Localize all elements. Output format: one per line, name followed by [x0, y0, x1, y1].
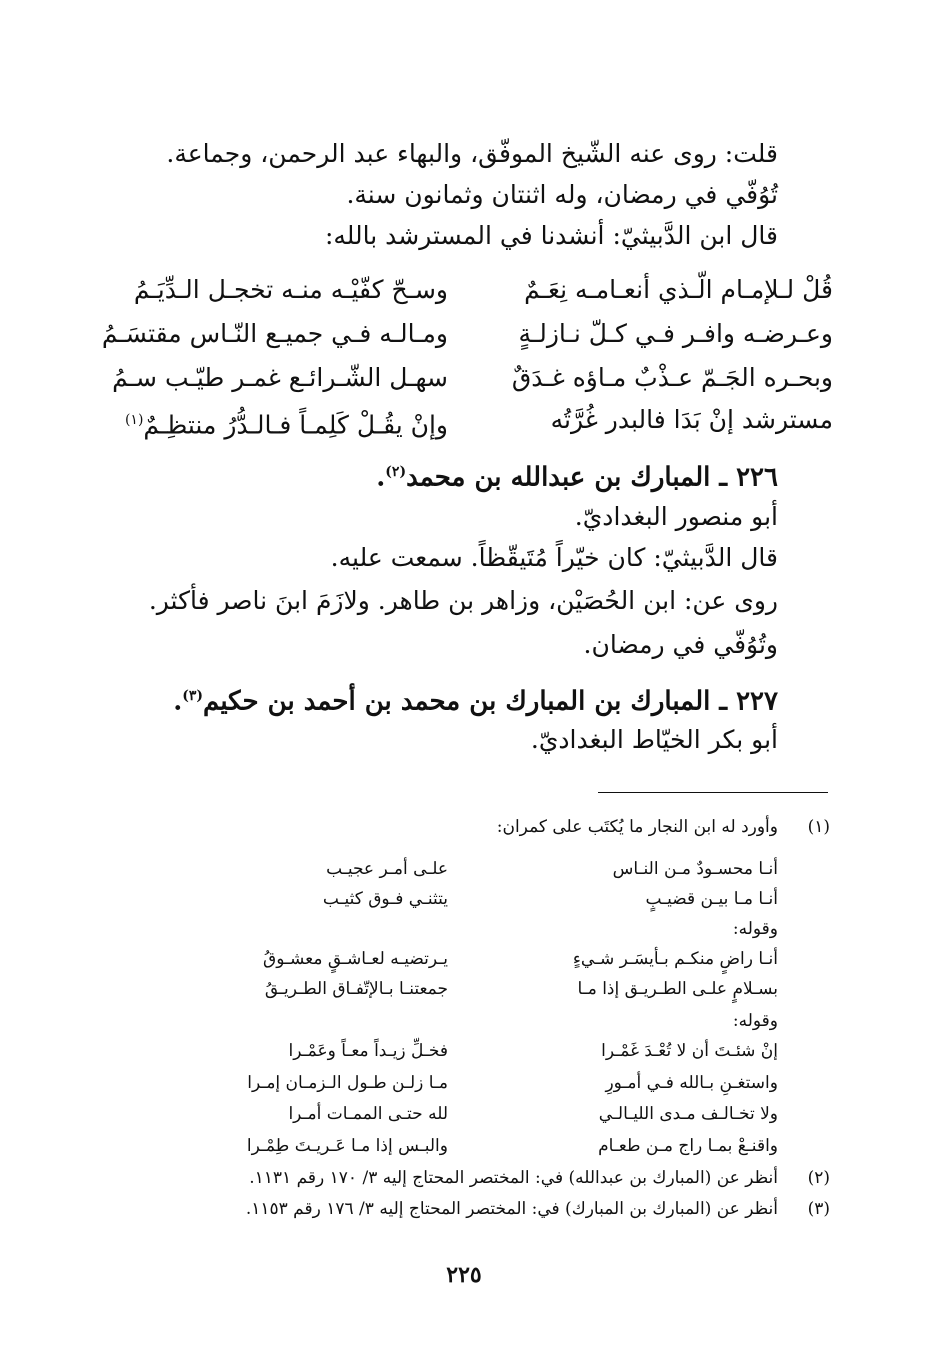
footnote-2-number: (٢): [807, 1168, 830, 1188]
entry-227-heading: ٢٢٧ ـ المبارك بن المبارك بن محمد بن أحمد بن حكيم$^{(٣)}$.: [173, 686, 778, 717]
entry-226-line-3: روى عن: ابن الحُصَيْن، وزاهر بن طاهر. ولازَمَ ابنَ ناصر فأكثر.: [148, 586, 778, 615]
entry-226-line-2: قال الدَّبيثيّ: كان خيّراً مُتَيقّظاً. سمعت عليه.: [330, 543, 778, 572]
fn1-poem-c-4-first: واقنـعْ بمـا راج مـن طعـام: [598, 1136, 778, 1156]
fn1-poem-b-2-second: جمعتنـا بـالإتّفـاق الطـريـقُ: [264, 979, 448, 999]
entry-226-line-4: وتُوُفّي في رمضان.: [583, 630, 778, 659]
fn1-poem-a-2-second: يتثنـي فـوق كثيـب: [322, 889, 448, 909]
footnote-mark-2: (٢): [385, 464, 407, 480]
fn1-label-c: وقوله:: [732, 1011, 778, 1031]
poem-verse-4-first: مسترشد إنْ بَدَا فالبدر غُرَّتُه: [550, 405, 833, 434]
footnote-1-number: (١): [807, 817, 830, 837]
fn1-poem-b-2-first: بسـلامٍ علـى الطـريـق إذا مـا: [577, 979, 778, 999]
footnote-3-number: (٣): [807, 1199, 830, 1219]
intro-line-3: قال ابن الدَّبيثيّ: أنشدنا في المسترشد بالله:: [324, 221, 778, 250]
poem-verse-1-second: وسـحّ كفّيْـه منـه تخجـل الـدِّيَـمُ: [133, 275, 448, 304]
poem-verse-3-second: سهـل الشّـرائـع غمـر طيّـب سـمُ: [112, 363, 448, 392]
entry-226-line-1: أبو منصور البغداديّ.: [574, 502, 778, 531]
fn1-poem-c-1-second: فخـلِّ زيـداً معـاً وعَمْـرا: [288, 1041, 448, 1061]
fn1-poem-c-3-first: ولا تخـالـف مـدى الليـالـي: [598, 1104, 778, 1124]
footnote-separator: [598, 792, 828, 793]
poem-verse-2-first: وعـرضـه وافـر فـي كـلّ نـازلـةٍ: [518, 319, 833, 348]
fn1-poem-a-2-first: أنـا مـا بيـن قضيـبٍ: [645, 889, 778, 909]
fn1-poem-b-1-first: أنـا راضٍ منكـم بـأيسَـر شـيءٍ: [572, 949, 778, 969]
poem-verse-3-first: وبحـره الجَـمّ عـذْبٌ مـاؤه غـدَقٌ: [511, 363, 833, 392]
poem-verse-4-second-text: وإنْ يقُـلْ كَلِمـاً فـالـدُّرُ منتظِـمٌ: [143, 410, 448, 440]
entry-227-heading-text: ٢٢٧ ـ المبارك بن المبارك بن محمد بن أحمد بن حكيم: [203, 686, 778, 717]
entry-226-heading-text: ٢٢٦ ـ المبارك بن عبدالله بن محمد: [406, 462, 778, 493]
footnote-1-intro: وأورد له ابن النجار ما يُكتَب على كمران:: [496, 817, 778, 837]
fn1-label-b: وقوله:: [732, 919, 778, 939]
entry-227-line-1: أبو بكر الخيّاط البغداديّ.: [530, 725, 778, 754]
poem-verse-1-first: قُلْ لـلإمـام الّـذي أنعـامـه نِعَـمٌ: [524, 275, 833, 304]
footnote-mark-1: (١): [124, 412, 144, 428]
fn1-poem-c-2-first: واستغـنِ بـالله فـي أمـورِ: [605, 1073, 778, 1093]
entry-226-heading: ٢٢٦ ـ المبارك بن عبدالله بن محمد$^{(٢)}$.: [376, 462, 778, 493]
fn1-poem-c-2-second: مـا زلـن طـول الـزمـان إمـرا: [247, 1073, 448, 1093]
footnote-3-text: أنظر عن (المبارك بن المبارك) في: المختصر المحتاج إليه ٣/ ١٧٦ رقم ١١٥٣.: [245, 1199, 778, 1219]
fn1-poem-a-1-first: أنـا محسـودٌ مـن النـاس: [612, 859, 778, 879]
fn1-poem-b-1-second: يـرتضيـه لعـاشـقٍ معشـوقُ: [263, 949, 448, 969]
poem-verse-4-second: [125, 400, 448, 445]
intro-line-1: قلت: روى عنه الشّيخ الموفّق، والبهاء عبد الرحمن، وجماعة.: [166, 139, 778, 168]
footnote-2-text: أنظر عن (المبارك بن عبدالله) في: المختصر المحتاج إليه ٣/ ١٧٠ رقم ١١٣١.: [249, 1168, 778, 1188]
fn1-poem-c-4-second: والبـس إذا مـا عَـريـتَ طِمْـرا: [246, 1136, 448, 1156]
fn1-poem-c-3-second: لله حتـى الممـات أمـرا: [288, 1104, 448, 1124]
page-number: ٢٢٥: [446, 1262, 482, 1288]
poem-verse-2-second: ومـالـه فـي جميـع النّـاس مقتسَـمُ: [101, 319, 448, 348]
intro-line-2: تُوُفّي في رمضان، وله اثنتان وثمانون سنة.: [346, 180, 778, 209]
fn1-poem-a-1-second: علـى أمـر عجيـب: [326, 859, 448, 879]
fn1-poem-c-1-first: إنْ شئـتَ أن لا تُعْـدَ غَمْـرا: [601, 1041, 778, 1061]
footnote-mark-3: (٣): [182, 688, 204, 704]
